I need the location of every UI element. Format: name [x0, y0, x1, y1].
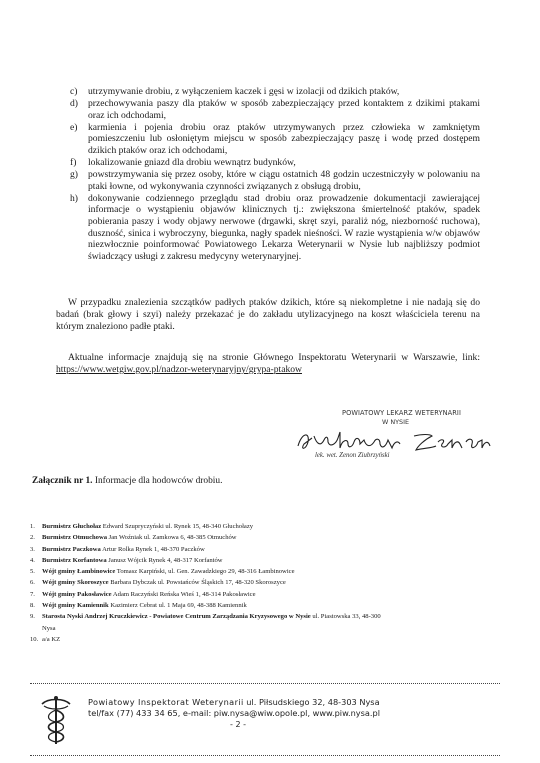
recipient-details: Artur Rolka Rynek 1, 48-370 Paczków: [100, 545, 205, 553]
recipient-row: [30, 577, 486, 588]
caduceus-logo-icon: [36, 694, 76, 746]
recipient-row: [30, 555, 486, 566]
attachment-note: [32, 476, 222, 486]
footer-institution: Powiatowy Inspektorat Weterynarii: [88, 697, 244, 707]
recipient-row: [30, 521, 486, 532]
attachment-label: Załącznik nr 1.: [32, 476, 93, 486]
recipient-number: 2.: [30, 534, 35, 542]
recipient-name: Burmistrz Otmuchowa: [42, 534, 108, 542]
list-text: powstrzymywania się przez osoby, które w ciągu ostatnich 48 godzin uczestniczyły w polowaniu na ptaki łowne, od wykonywania czynności związanych z obsługą drobiu,: [88, 169, 480, 192]
stamp-signatory: lek. wet. Zenon Ziubrzyński: [315, 452, 390, 459]
recipient-name: Wójt gminy Kamiennik: [42, 602, 109, 610]
carcass-paragraph: W przypadku znalezienia szczątków padłych ptaków dzikich, które są niekompletne i nie nadają się do badań (brak głowy i szyi) należy przekazać je do zakładu utylizacyjnego na koszt właściciela terenu na którym znaleziono padłe ptaki.: [56, 297, 480, 332]
list-text: karmienia i pojenia drobiu oraz ptaków utrzymywanych przez człowieka w zamkniętym pomieszczeniu lub osłoniętym miejscu w sposób zabezpieczający paszę i wodę przed dostępem dzikich ptaków oraz ich odchodami,: [88, 121, 480, 156]
stamp-title: POWIATOWY LEKARZ WETERYNARII: [342, 409, 462, 417]
list-letter: h): [70, 192, 78, 204]
recipient-row: [30, 589, 486, 600]
gis-link[interactable]: https://www.wetgiw.gov.pl/nadzor-weterynaryjny/grypa-ptakow: [56, 364, 302, 375]
recipient-list: [30, 521, 486, 645]
recipient-details: Janusz Wójcik Rynek 4, 48-317 Korfantów: [106, 556, 223, 564]
list-item: [70, 98, 480, 121]
recipient-details: ul. Piastowska 33, 48-300: [310, 613, 381, 621]
recipient-details: Adam Raczyński Reńska Wieś 1, 48-314 Pakosławice: [111, 590, 256, 598]
footer-divider-bottom: [30, 755, 500, 756]
recipient-number: 6.: [30, 579, 35, 587]
recipient-name: Burmistrz Paczkowa: [42, 545, 101, 553]
recipient-number: 9.: [30, 613, 35, 621]
list-item: [70, 86, 480, 98]
list-letter: c): [70, 86, 78, 97]
list-letter: g): [70, 169, 78, 181]
recipient-details: a/a KZ: [42, 635, 61, 643]
biosecurity-list: [70, 86, 480, 263]
recipient-name: Burmistrz Głuchołaz: [42, 523, 102, 530]
recipient-row: [30, 623, 486, 634]
list-item: [70, 157, 480, 169]
recipient-details: Tomasz Karpiński, ul. Gen. Zawadzkiego 29, 48-316 Łambinowice: [115, 568, 295, 576]
footer-contact: tel/fax (77) 433 34 65, e-mail: piw.nysa@wiw.opole.pl, www.piw.nysa.pl: [88, 708, 381, 718]
list-text: dokonywanie codziennego przeglądu stad drobiu oraz prowadzenie dokumentacji zawierającej informacje o wystąpieniu objawów klinicznych tj.: zwiększona śmiertelność ptaków, spadek pobierania paszy i wody objawy nerwowe (drgawki, skręt szyi, paraliż nóg, niezborność ruchowa), duszność, sinica i wybroczyny, biegunka, nagły spadek nieśności. W razie wystąpienia w/w objawów niezwłocznie poinformować Powiatowego Lekarza Weterynarii w Nysie lub najbliższy podmiot świadczący usługi z zakresu medycyny weterynaryjnej.: [88, 192, 480, 262]
recipient-number: 5.: [30, 568, 35, 576]
recipient-number: 1.: [30, 523, 35, 530]
page-number: - 2 -: [230, 720, 246, 729]
footer-address-line: [88, 697, 508, 708]
stamp-location: W NYSIE: [382, 418, 410, 426]
recipient-row: [30, 566, 486, 577]
recipient-number: 3.: [30, 545, 35, 553]
recipient-row: [30, 611, 486, 622]
list-letter: e): [70, 121, 78, 133]
recipient-row: [30, 600, 486, 611]
footer-divider-top: [30, 683, 500, 684]
recipient-details: Nysa: [42, 624, 56, 632]
recipient-row: [30, 634, 486, 645]
recipient-name: Wójt gminy Skoroszyce: [42, 579, 109, 587]
info-text: Aktualne informacje znajdują się na stronie Głównego Inspektoratu Weterynarii w Warszawie, link:: [68, 352, 480, 363]
list-text: przechowywania paszy dla ptaków w sposób zabezpieczający przed kontaktem z dzikimi ptakami oraz ich odchodami,: [88, 98, 480, 121]
list-text: lokalizowanie gniazd dla drobiu wewnątrz budynków,: [88, 157, 296, 169]
recipient-row: [30, 532, 486, 543]
official-stamp: [315, 409, 482, 459]
list-item: [70, 122, 480, 157]
list-text: utrzymywanie drobiu, z wyłączeniem kaczek i gęsi w izolacji od dzikich ptaków,: [88, 86, 400, 97]
list-letter: d): [70, 98, 78, 110]
recipient-name: Burmistrz Korfantowa: [42, 556, 107, 564]
handwritten-signature: [290, 428, 500, 454]
footer-address: ul. Piłsudskiego 32, 48-303 Nysa: [243, 697, 380, 707]
recipient-row: [30, 544, 486, 555]
recipient-name: Wójt gminy Pakosławice: [42, 590, 112, 598]
recipient-details: Kazimierz Cebrat ul. 1 Maja 69, 48-388 Kamiennik: [108, 602, 247, 610]
info-paragraph: [56, 352, 480, 376]
recipient-name: Starosta Nyski Andrzej Kruczkiewicz - Powiatowe Centrum Zarządzania Kryzysowego w Nysie: [42, 613, 311, 621]
institution-footer: [88, 697, 508, 730]
list-letter: f): [70, 157, 77, 169]
list-item: [70, 193, 480, 263]
list-item: [70, 169, 480, 192]
attachment-text: Informacje dla hodowców drobiu.: [92, 476, 223, 486]
recipient-name: Wójt gminy Łambinowice: [42, 568, 116, 576]
recipient-number: 10.: [30, 635, 39, 643]
recipient-details: Edward Szupryczyński ul. Rynek 15, 48-340 Głuchołazy: [101, 523, 254, 530]
recipient-number: 8.: [30, 602, 35, 610]
recipient-number: 7.: [30, 590, 35, 598]
recipient-details: Jan Woźniak ul. Zamkowa 6, 48-385 Otmuchów: [107, 534, 237, 542]
recipient-number: 4.: [30, 556, 35, 564]
recipient-details: Barbara Dybczak ul. Powstańców Śląskich 17, 48-320 Skoroszyce: [108, 579, 286, 587]
